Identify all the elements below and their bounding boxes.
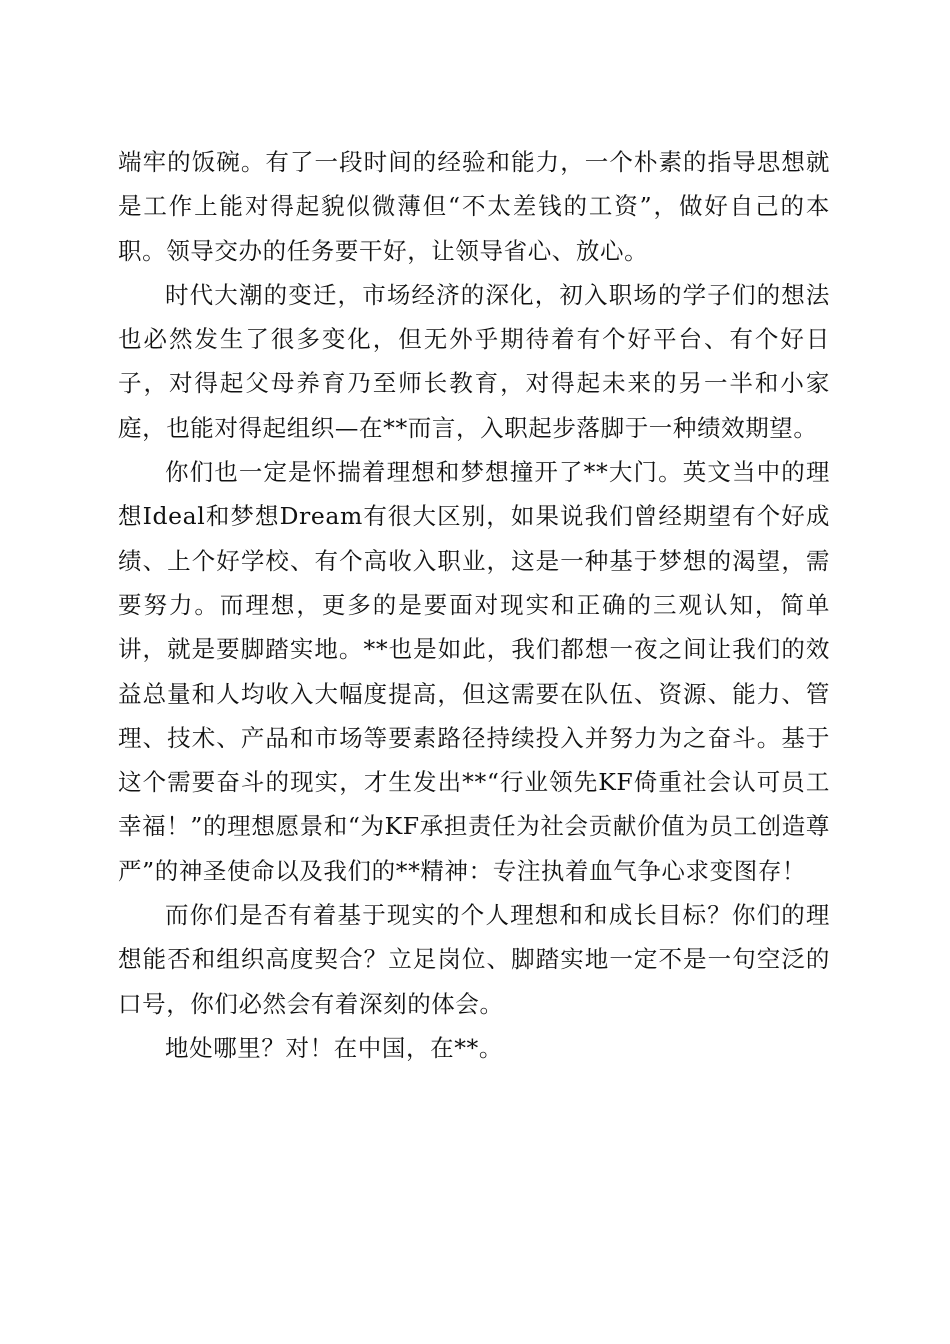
document-body bbox=[118, 140, 830, 1070]
paragraph-ideal-dream: 你们也一定是怀揣着理想和梦想撞开了**大门。英文当中的理想Ideal和梦想Dream有很大区别，如果说我们曾经期望有个好成绩、上个好学校、有个高收入职业，这是一种基于梦想的渴望，需要努力。而理想，更多的是要面对现实和正确的三观认知，简单讲，就是要脚踏实地。**也是如此，我们都想一夜之间让我们的效益总量和人均收入大幅度提高，但这需要在队伍、资源、能力、管理、技术、产品和市场等要素路径持续投入并努力为之奋斗。基于这个需要奋斗的现实，才生发出**“行业领先KF倚重社会认可员工幸福！”的理想愿景和“为KF承担责任为社会贡献价值为员工创造尊严”的神圣使命以及我们的**精神：专注执着血气争心求变图存！ bbox=[118, 458, 830, 885]
paragraph-personal-goals: 而你们是否有着基于现实的个人理想和和成长目标？你们的理想能否和组织高度契合？立足岗位、脚踏实地一定不是一句空泛的口号，你们必然会有着深刻的体会。 bbox=[118, 901, 830, 1018]
paragraph-era-change: 时代大潮的变迁，市场经济的深化，初入职场的学子们的想法也必然发生了很多变化，但无外乎期待着有个好平台、有个好日子，对得起父母养育乃至师长教育，对得起未来的另一半和小家庭，也能对得起组织—在**而言，入职起步落脚于一种绩效期望。 bbox=[118, 280, 830, 442]
paragraph-location: 地处哪里？对！在中国，在**。 bbox=[165, 1033, 503, 1062]
paragraph-continuation: 端牢的饭碗。有了一段时间的经验和能力，一个朴素的指导思想就是工作上能对得起貌似微薄但“不太差钱的工资”，做好自己的本职。领导交办的任务要干好，让领导省心、放心。 bbox=[118, 148, 830, 265]
